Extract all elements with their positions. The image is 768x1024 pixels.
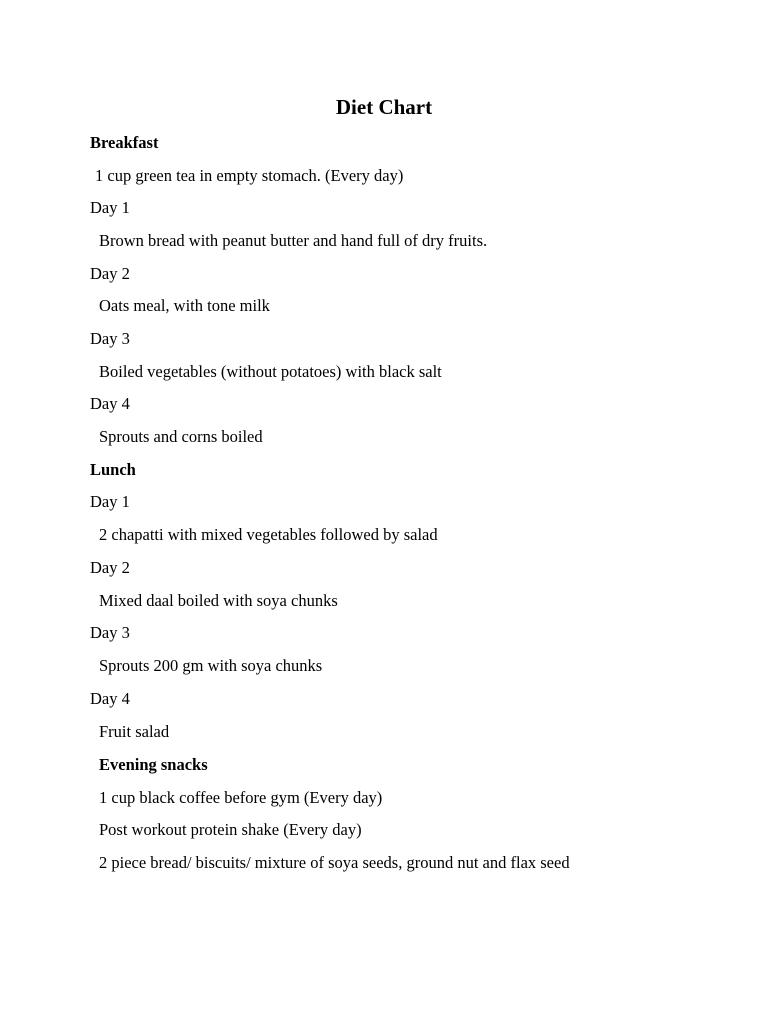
evening-snacks-heading: Evening snacks [99, 755, 208, 774]
lunch-heading: Lunch [90, 460, 136, 479]
lunch-day-1-label: Day 1 [90, 492, 130, 511]
breakfast-day-2-meal: Oats meal, with tone milk [99, 296, 270, 315]
breakfast-day-2-label: Day 2 [90, 264, 130, 283]
lunch-day-4-label: Day 4 [90, 689, 130, 708]
lunch-day-4-meal: Fruit salad [99, 722, 170, 741]
breakfast-day-4-meal: Sprouts and corns boiled [99, 427, 263, 446]
lunch-day-2-meal: Mixed daal boiled with soya chunks [99, 591, 338, 610]
breakfast-day-1-meal: Brown bread with peanut butter and hand full of dry fruits. [99, 231, 488, 250]
breakfast-day-1-label: Day 1 [90, 198, 130, 217]
lunch-day-3-label: Day 3 [90, 623, 130, 642]
breakfast-note: 1 cup green tea in empty stomach. (Every day) [95, 166, 404, 185]
page-title: Diet Chart [335, 95, 433, 119]
evening-snack-item-3: 2 piece bread/ biscuits/ mixture of soya seeds, ground nut and flax seed [99, 853, 570, 872]
breakfast-day-3-meal: Boiled vegetables (without potatoes) with black salt [99, 362, 442, 381]
breakfast-day-4-label: Day 4 [90, 394, 130, 413]
lunch-day-3-meal: Sprouts 200 gm with soya chunks [99, 656, 323, 675]
evening-snack-item-2: Post workout protein shake (Every day) [99, 820, 362, 839]
lunch-day-1-meal: 2 chapatti with mixed vegetables followed by salad [99, 525, 438, 544]
breakfast-heading: Breakfast [90, 133, 159, 152]
lunch-day-2-label: Day 2 [90, 558, 130, 577]
breakfast-day-3-label: Day 3 [90, 329, 130, 348]
evening-snack-item-1: 1 cup black coffee before gym (Every day) [99, 788, 383, 807]
